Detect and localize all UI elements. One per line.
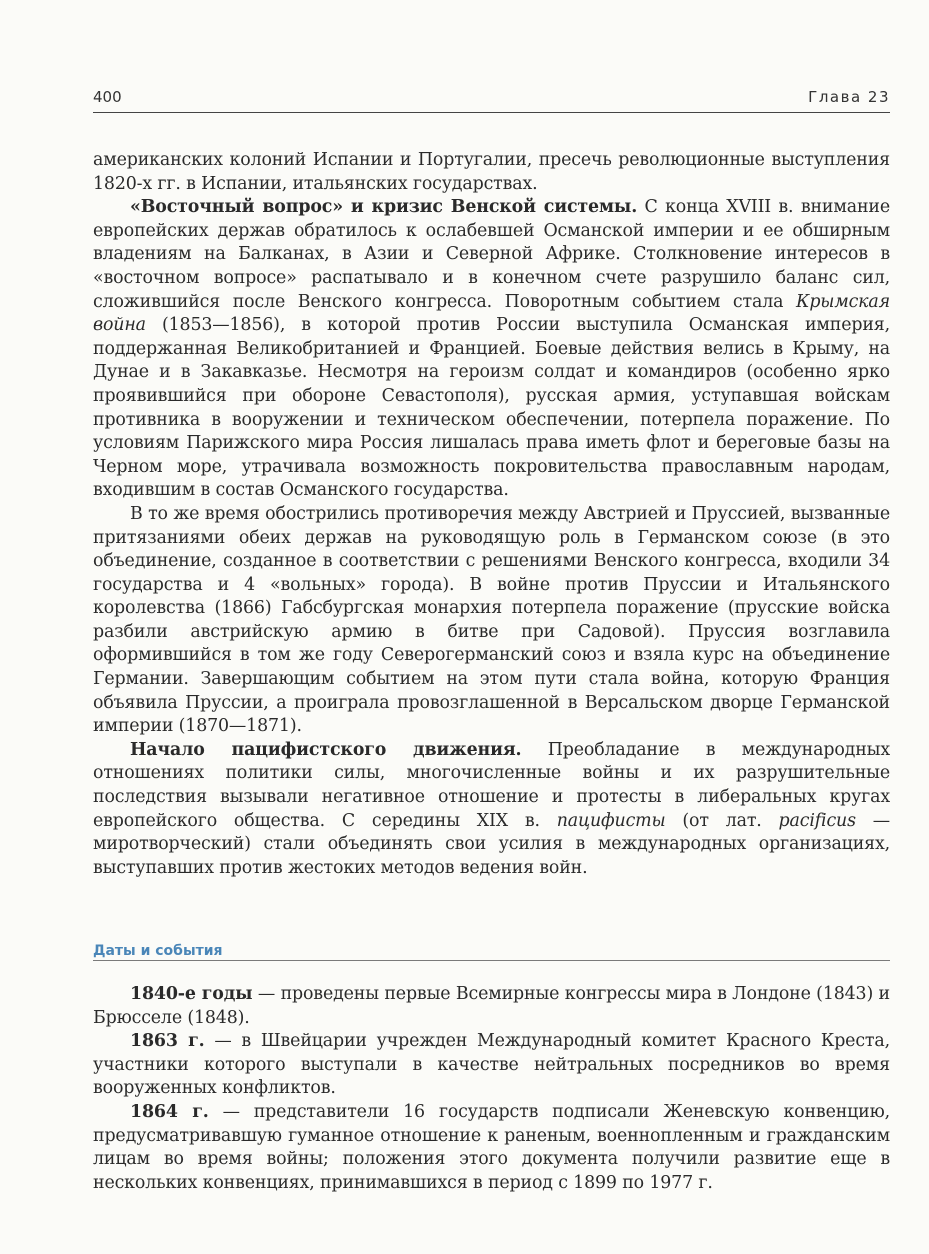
section-title: Даты и события: [93, 943, 227, 959]
event-date: 1863 г.: [130, 1031, 205, 1052]
section-heading: [93, 943, 890, 965]
paragraph: [93, 503, 890, 739]
main-text: [93, 149, 890, 880]
paragraph-text: американских колоний Испании и Португалии, пресечь революционные выступления 1820-х гг. в Испании, итальянских государствах.: [93, 150, 890, 194]
paragraph-text: (1853—1856), в которой против России выступила Османская империя, поддержанная Великобританией и Францией. Боевые действия велись в Крыму, на Дунае и в Закавказье. Несмотря на героизм солдат и командиров (особенно ярко проявившийся при обороне Севастополя), русская армия, уступавшая войскам противника в вооружении и техническом обеспечении, потерпела поражение. По условиям Парижского мира Россия лишалась права иметь флот и береговые базы на Черном море, утрачивала возможность покровительства православным народам, входившим в состав Османского государства.: [93, 315, 890, 501]
event-text: — проведены первые Всемирные конгрессы мира в Лондоне (1843) и Брюсселе (1848).: [93, 984, 890, 1028]
event-item: [93, 1101, 890, 1195]
event-text: — представители 16 государств подписали Женевскую конвенцию, предусматривавшую гуманное отношение к раненым, военнопленным и гражданским лицам во время войны; положения этого документа получили развитие еще в нескольких конвенциях, принимавшихся в период с 1899 по 1977 г.: [93, 1101, 890, 1193]
paragraph: [93, 196, 890, 503]
paragraph-text: В то же время обострились противоречия между Австрией и Пруссией, вызванные притязаниями обеих держав на руководящую роль в Германском союзе (в это объединение, созданное в соответствии с решениями Венского конгресса, входили 34 государства и 4 «вольных» города). В войне против Пруссии и Итальянского королевства (1866) Габсбургская монархия потерпела поражение (прусские войска разбили австрийскую армию в битве при Садовой). Пруссия возглавила оформившийся в том же году Северогерманский союз и взяла курс на объединение Германии. Завершающим событием на этом пути стала война, которую Франция объявила Пруссии, а проиграла провозглашенной в Версальском дворце Германской империи (1870—1871).: [93, 503, 890, 737]
event-date: 1864 г.: [130, 1101, 209, 1122]
paragraph-text: (от лат.: [665, 810, 779, 831]
paragraph-text: — миротворческий) стали объединять свои усилия в международных организациях, выступавших против жестоких методов ведения войн.: [93, 810, 890, 878]
run-in-heading: Начало пацифистского движения.: [130, 739, 522, 760]
italic-term: пацифисты: [556, 810, 666, 831]
paragraph: [93, 149, 890, 196]
italic-term: Крымская война: [93, 291, 890, 336]
event-date: 1840-е годы: [130, 984, 253, 1004]
paragraph-text: Преобладание в международных отношениях политики силы, многочисленные войны и их разрушительные последствия вызывали негативное отношение и протесты в либеральных кругах европейского общества. С середины XIX в.: [93, 739, 890, 831]
page-header: [93, 86, 890, 113]
events-list: [93, 983, 890, 1195]
chapter-label: Глава 23: [808, 88, 890, 106]
run-in-heading: «Восточный вопрос» и кризис Венской системы.: [130, 197, 638, 218]
section-rule: [93, 960, 890, 961]
event-item: [93, 983, 890, 1030]
page-number: 400: [93, 88, 122, 106]
italic-term: pacificus: [778, 810, 856, 831]
event-text: — в Швейцарии учрежден Международный комитет Красного Креста, участники которого выступали в качестве нейтральных посредников во время вооруженных конфликтов.: [93, 1031, 890, 1099]
paragraph-text: С конца XVIII в. внимание европейских держав обратилось к ослабевшей Османской империи и ее обширным владениям на Балканах, в Азии и Северной Африке. Столкновение интересов в «восточном вопросе» распатывало и в конечном счете разрушило баланс сил, сложившийся после Венского конгресса. Поворотным событием стала: [93, 197, 890, 312]
event-item: [93, 1030, 890, 1101]
paragraph: [93, 739, 890, 881]
